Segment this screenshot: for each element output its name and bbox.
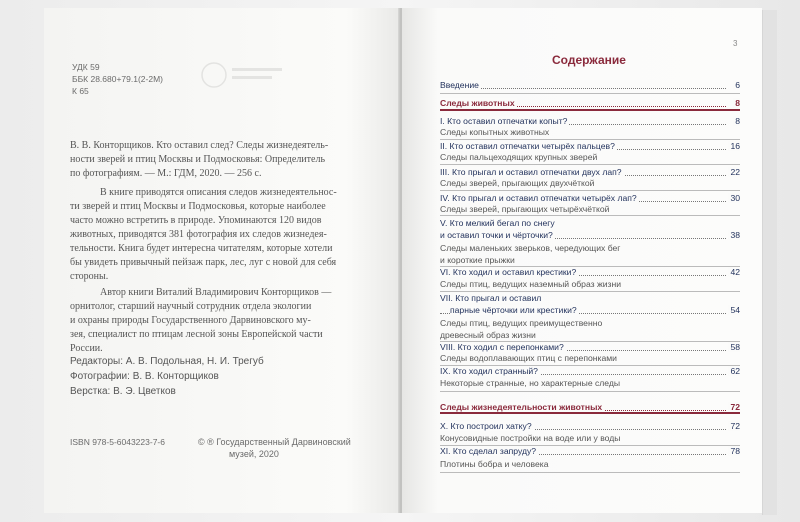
toc-entry-page: 8 xyxy=(735,98,740,108)
publisher-logo-watermark xyxy=(200,58,284,92)
cover-edge xyxy=(762,10,777,515)
toc-entry-label: и оставил точки и чёрточки? xyxy=(440,230,553,240)
toc-entry-label: I. Кто оставил отпечатки копыт? xyxy=(440,116,568,126)
divider xyxy=(440,341,740,342)
toc-entry-label: Следы жизнедеятельности животных xyxy=(440,402,603,412)
toc-entry-vii-first-line[interactable] xyxy=(440,293,740,305)
divider xyxy=(440,472,740,473)
toc-entry-page: 72 xyxy=(730,402,740,412)
toc-desc-xi: Плотины бобра и человека xyxy=(440,459,549,469)
toc-entry-v[interactable] xyxy=(440,230,740,242)
toc-desc-v-1: Следы маленьких зверьков, чередующих бег xyxy=(440,243,621,253)
toc-entry-label: IV. Кто прыгал и оставил отпечатки четырёх лап? xyxy=(440,193,637,203)
toc-entry-label: II. Кто оставил отпечатки четырёх пальцев? xyxy=(440,141,615,151)
divider xyxy=(440,412,740,414)
divider xyxy=(440,391,740,392)
divider xyxy=(440,365,740,366)
toc-entry-label: Введение xyxy=(440,80,479,90)
toc-desc-x: Конусовидные постройки на воде или у воды xyxy=(440,433,621,443)
toc-entry-label: VI. Кто ходил и оставил крестики? xyxy=(440,267,577,277)
toc-entry-page: 54 xyxy=(730,305,740,315)
toc-desc-vi: Следы птиц, ведущих наземный образ жизни xyxy=(440,279,622,289)
divider xyxy=(440,291,740,292)
bib-line-1: В. В. Конторщиков. Кто оставил след? Следы жизнедеятель- xyxy=(70,140,329,151)
author-line-5: России. xyxy=(70,343,103,354)
credit-editors: Редакторы: А. В. Подольная, Н. И. Трегуб xyxy=(70,356,264,367)
divider xyxy=(440,164,740,165)
divider xyxy=(440,139,740,140)
toc-entry-label: V. Кто мелкий бегал по снегу xyxy=(440,218,555,228)
toc-title: Содержание xyxy=(552,53,626,67)
annotation-line-3: часто можно встретить в природе. Упоминаются 120 видов xyxy=(70,215,322,226)
toc-entry-page: 38 xyxy=(730,230,740,240)
isbn: ISBN 978-5-6043223-7-6 xyxy=(70,437,165,447)
bib-line-2: ности зверей и птиц Москвы и Подмосковья: Определитель xyxy=(70,154,326,165)
toc-desc-viii: Следы водоплавающих птиц с перепонками xyxy=(440,353,617,363)
annotation-line-2: ти зверей и птиц Москвы и Подмосковья, которые наиболее xyxy=(70,201,326,212)
toc-entry-label: VII. Кто прыгал и оставил xyxy=(440,293,542,303)
author-line-3: и охраны природы Государственного Дарвиновского му- xyxy=(70,315,311,326)
divider xyxy=(440,109,740,111)
page-number: 3 xyxy=(733,39,738,48)
divider xyxy=(440,190,740,191)
copyright-line-2: музей, 2020 xyxy=(229,449,279,459)
divider xyxy=(440,93,740,94)
toc-desc-vii-1: Следы птиц, ведущих преимущественно xyxy=(440,318,603,328)
toc-entry-x[interactable] xyxy=(440,421,740,433)
toc-entry-label: VIII. Кто ходил с перепонками? xyxy=(440,342,564,352)
toc-entry-label: X. Кто построил хатку? xyxy=(440,421,532,431)
toc-desc-vii-2: древесный образ жизни xyxy=(440,330,536,340)
toc-entry-page: 78 xyxy=(730,446,740,456)
toc-entry-page: 22 xyxy=(730,167,740,177)
toc-entry-intro[interactable] xyxy=(440,80,740,92)
author-line-1: Автор книги Виталий Владимирович Конторщиков — xyxy=(100,287,332,298)
bib-line-3: по фотографиям. — М.: ГДМ, 2020. — 256 с. xyxy=(70,168,262,179)
toc-desc-ii: Следы пальцеходящих крупных зверей xyxy=(440,152,598,162)
annotation-line-7: стороны. xyxy=(70,271,109,282)
toc-desc-ix: Некоторые странные, но характерные следы xyxy=(440,378,621,388)
toc-entry-vii[interactable] xyxy=(440,305,740,317)
toc-entry-page: 72 xyxy=(730,421,740,431)
author-sign: К 65 xyxy=(72,86,89,96)
toc-desc-iii: Следы зверей, прыгающих двухчёткой xyxy=(440,178,595,188)
copyright-line-1: © ® Государственный Дарвиновский xyxy=(198,437,351,447)
toc-entry-ix[interactable] xyxy=(440,366,740,378)
credit-photos: Фотографии: В. В. Конторщиков xyxy=(70,371,219,382)
bbk-code: ББК 28.680+79.1(2-2М) xyxy=(72,74,164,84)
author-line-2: орнитолог, старший научный сотрудник отдела экологии xyxy=(70,301,312,312)
annotation-line-5: тельности. Книга будет интересна читателям, которые хотели xyxy=(70,243,333,254)
toc-desc-iv: Следы зверей, прыгающих четырёхчёткой xyxy=(440,204,610,214)
divider xyxy=(440,215,740,216)
toc-entry-page: 16 xyxy=(730,141,740,151)
toc-entry-page: 6 xyxy=(735,80,740,90)
toc-desc-i: Следы копытных животных xyxy=(440,127,550,137)
divider xyxy=(440,266,740,267)
author-line-4: зея, специалист по птицам лесной зоны Европейской части xyxy=(70,329,323,340)
udk-code: УДК 59 xyxy=(72,62,100,72)
annotation-line-6: бы увидеть привычный пейзаж парк, лес, луг с новой для себя xyxy=(70,257,337,268)
toc-entry-page: 62 xyxy=(730,366,740,376)
toc-entry-label: IX. Кто ходил странный? xyxy=(440,366,538,376)
credit-layout: Верстка: В. Э. Цветков xyxy=(70,386,176,397)
toc-entry-page: 8 xyxy=(735,116,740,126)
annotation-line-4: животных, приводятся 381 фотография их следов жизнедея- xyxy=(70,229,327,240)
toc-desc-v-2: и короткие прыжки xyxy=(440,255,515,265)
toc-entry-label: парные чёрточки или крестики? xyxy=(450,305,577,315)
toc-entry-label: XI. Кто сделал запруду? xyxy=(440,446,537,456)
toc-entry-page: 42 xyxy=(730,267,740,277)
toc-entry-page: 58 xyxy=(730,342,740,352)
toc-entry-vi[interactable] xyxy=(440,267,740,279)
toc-entry-xi[interactable] xyxy=(440,446,740,458)
toc-entry-label: III. Кто прыгал и оставил отпечатки двух лап? xyxy=(440,167,622,177)
toc-entry-page: 30 xyxy=(730,193,740,203)
toc-entry-label: Следы животных xyxy=(440,98,515,108)
divider xyxy=(440,445,740,446)
annotation-line-1: В книге приводятся описания следов жизнедеятельнос- xyxy=(100,187,337,198)
toc-entry-v-first-line[interactable] xyxy=(440,218,740,230)
